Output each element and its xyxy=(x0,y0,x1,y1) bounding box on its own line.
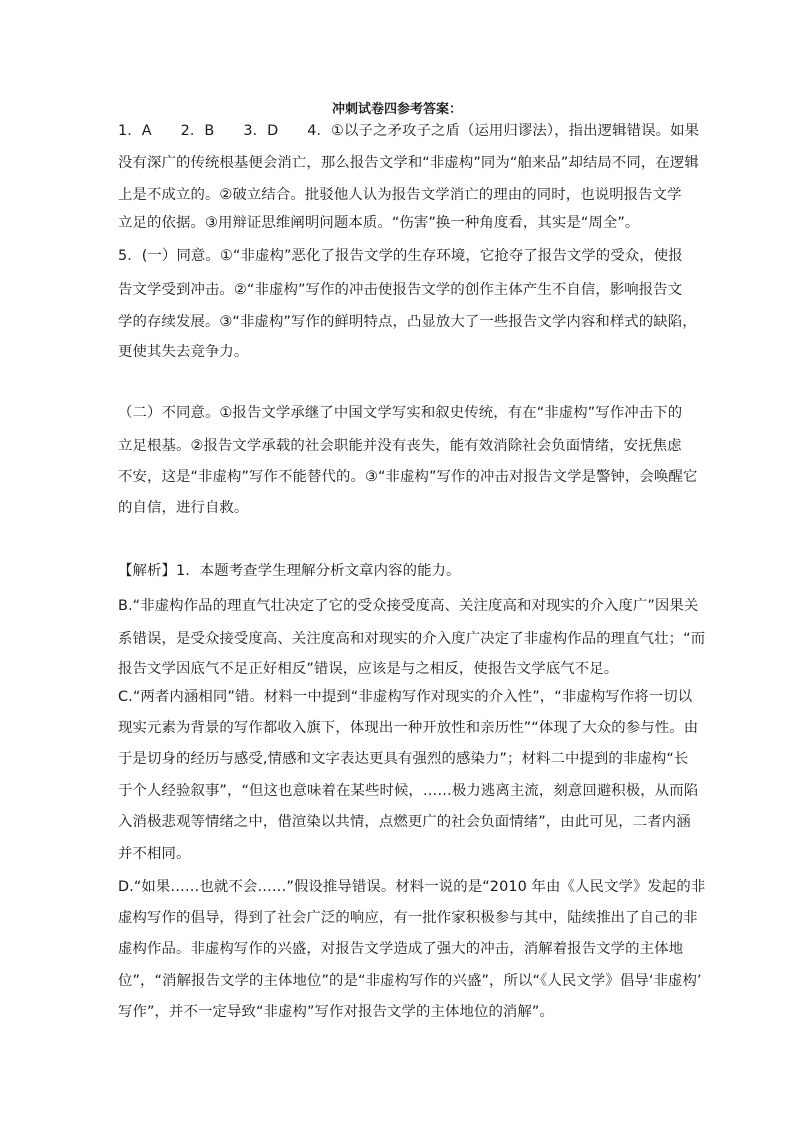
answer-line: 5．(一）同意。①“非虚构”恶化了报告文学的生存环境，它抢夺了报告文学的受众，使报 xyxy=(118,248,683,264)
analysis-line: 位”，“消解报告文学的主体地位”的是“非虚构写作的兴盛”，所以“《人民文学》倡导‘非虚构’ xyxy=(118,973,702,989)
analysis-line: B.“非虚构作品的理直气壮决定了它的受众接受度高、关注度高和对现实的介入度广”因果关 xyxy=(118,598,699,614)
answer-line: 上是不成立的。②破立结合。批驳他人认为报告文学消亡的理由的同时，也说明报告文学 xyxy=(118,187,682,203)
analysis-line: 写作”，并不一定导致“非虚构”写作对报告文学的主体地位的消解”。 xyxy=(118,1004,554,1020)
analysis-line: 虚构作品。非虚构写作的兴盛，对报告文学造成了强大的冲击，消解着报告文学的主体地 xyxy=(118,941,684,957)
analysis-line: C.“两者内涵相同”错。材料一中提到“非虚构写作对现实的介入性”，“非虚构写作将一切以 xyxy=(118,689,693,705)
analysis-line: 入消极悲观等情绪之中，借渲染以共情，点燃更广的社会负面情绪”，由此可见，二者内涵 xyxy=(118,814,691,830)
analysis-line: 于是切身的经历与感受,情感和文字表达更具有强烈的感染力”；材料二中提到的非虚构“长 xyxy=(118,751,689,767)
analysis-line: 于个人经验叙事”，“但这也意味着在某些时候，……极力逃离主流，刻意回避积极，从而陷 xyxy=(118,783,699,799)
answer-line: 告文学受到冲击。②“非虚构”写作的冲击使报告文学的创作主体产生不自信，影响报告文 xyxy=(118,282,683,298)
analysis-line: 现实元素为背景的写作都收入旗下，体现出一种开放性和亲历性”“体现了大众的参与性。由 xyxy=(118,720,699,736)
answer-line: 的自信，进行自救。 xyxy=(118,500,249,516)
answer-line: 1．A 2．B 3．D 4．①以子之矛攻子之盾（运用归谬法），指出逻辑错误。如果 xyxy=(118,123,700,139)
answer-line: （二）不同意。①报告文学承继了中国文学写实和叙史传统，有在“非虚构”写作冲击下的 xyxy=(118,405,683,421)
analysis-line: 报告文学因底气不足正好相反”错误，应该是与之相反，使报告文学底气不足。 xyxy=(118,661,619,677)
answer-line: 更使其失去竞争力。 xyxy=(118,344,249,360)
answer-line: 学的存续发展。③“非虚构”写作的鲜明特点，凸显放大了一些报告文学内容和样式的缺陷， xyxy=(118,314,697,330)
answer-line: 没有深广的传统根基便会消亡，那么报告文学和“非虚构”同为“舶来品”却结局不同，在逻辑 xyxy=(118,155,699,171)
analysis-line: 并不相同。 xyxy=(118,846,191,862)
page-title: 冲刺试卷四参考答案： xyxy=(331,102,462,117)
analysis-line: D.“如果……也就不会……”假设推导错误。材料一说的是“2010 年由《人民文学》发起的非 xyxy=(118,879,706,895)
analysis-heading: 【解析】1．本题考查学生理解分析文章内容的能力。 xyxy=(118,563,461,579)
answer-line: 立足根基。②报告文学承载的社会职能并没有丧失，能有效消除社会负面情绪，安抚焦虑 xyxy=(118,438,682,454)
answer-line: 立足的依据。③用辩证思维阐明问题本质。“伤害”换一种角度看，其实是“周全”。 xyxy=(118,215,640,231)
answer-line: 不安，这是“非虚构”写作不能替代的。③“非虚构”写作的冲击对报告文学是警钟，会唤醒它 xyxy=(118,469,698,485)
analysis-line: 虚构写作的倡导，得到了社会广泛的响应，有一批作家积极参与其中，陆续推出了自己的非 xyxy=(118,910,698,926)
analysis-line: 系错误，是受众接受度高、关注度高和对现实的介入度广决定了非虚构作品的理直气壮；“而 xyxy=(118,631,706,647)
